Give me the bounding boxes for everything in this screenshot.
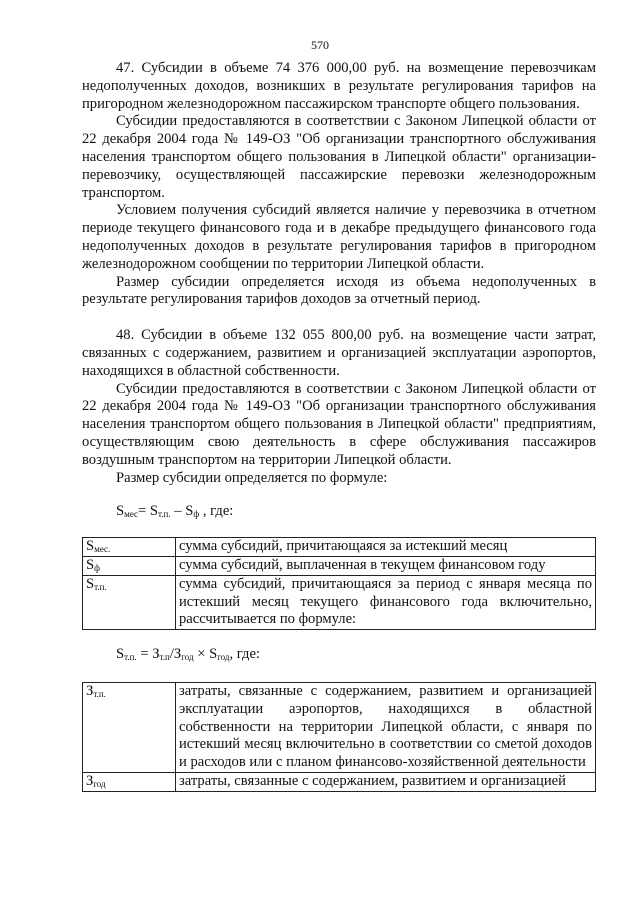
- page-number: 570: [311, 38, 329, 52]
- definition-cell: затраты, связанные с содержанием, развитием и организацией эксплуатации аэропортов, находящихся в областной собственности на территории Липецкой области, с января по истекший месяц включительно в соответствии со сметой доходов и расходов или с планом финансово-хозяйственной деятельности: [176, 682, 596, 772]
- section-47-legal-basis: Субсидии предоставляются в соответствии с Законом Липецкой области от 22 декабря 2004 года № 149-ОЗ "Об организации транспортного обслуживания населения транспортом общего пользования в Липецкой области" организации-перевозчику, осуществляющей пассажирские перевозки железнодорожным транспортом.: [82, 113, 596, 201]
- spacer: [82, 521, 596, 537]
- definition-cell: затраты, связанные с содержанием, развитием и организацией: [176, 772, 596, 791]
- definitions-table-1: [82, 537, 596, 630]
- symbol-cell: $З_{год}$: [83, 772, 176, 791]
- symbol-cell: $S_{мес.}$: [83, 538, 176, 557]
- symbol-cell: $З_{т.п.}$: [83, 682, 176, 772]
- table-row: [83, 556, 596, 575]
- formula-period-subsidy: $S_{т.п.} = З_{т.п}/З_{год} \times S_{год}$, где:: [116, 646, 261, 663]
- section-47-amount-rule: Размер субсидии определяется исходя из объема недополученных в результате регулирования тарифов доходов за отчетный период.: [82, 273, 596, 308]
- section-gap: [82, 309, 596, 327]
- symbol-cell: $S_ф$: [83, 556, 176, 575]
- section-47-condition: Условием получения субсидий является наличие у перевозчика в отчетном периоде текущего финансового года и в декабре предыдущего финансового года недополученных доходов в результате регулирования тарифов в пригородном железнодорожном сообщении по территории Липецкой области.: [82, 202, 596, 272]
- section-48-legal-basis: Субсидии предоставляются в соответствии с Законом Липецкой области от 22 декабря 2004 года № 149-ОЗ "Об организации транспортного обслуживания населения транспортом общего пользования в Липецкой области" предприятиям, осуществляющим свою деятельность в сфере обслуживания пассажиров воздушным транспортом на территории Липецкой области.: [82, 380, 596, 468]
- table-row: [83, 575, 596, 629]
- spacer: [82, 487, 596, 503]
- spacer: [82, 664, 596, 682]
- table-row: [83, 682, 596, 772]
- table-row: [83, 772, 596, 791]
- definition-cell: сумма субсидий, причитающаяся за истекший месяц: [176, 538, 596, 557]
- symbol-cell: $S_{т.п.}$: [83, 575, 176, 629]
- table-row: [83, 538, 596, 557]
- page-content: [82, 60, 596, 792]
- spacer: [82, 630, 596, 646]
- section-48-heading: 48. Субсидии в объеме 132 055 800,00 руб. на возмещение части затрат, связанных с содержанием, развитием и организацией эксплуатации аэропортов, находящихся в областной собственности.: [82, 327, 596, 379]
- definition-cell: сумма субсидий, причитающаяся за период с января месяца по истекший месяц текущего финансового года включительно, рассчитывается по формуле:: [176, 575, 596, 629]
- formula-monthly-subsidy: $S_{мес}= S_{т.п.} - S_ф$ , где:: [116, 503, 234, 520]
- section-48-formula-intro: Размер субсидии определяется по формуле:: [116, 469, 388, 486]
- definitions-table-2: [82, 682, 596, 792]
- definition-cell: сумма субсидий, выплаченная в текущем финансовом году: [176, 556, 596, 575]
- section-47-heading: 47. Субсидии в объеме 74 376 000,00 руб. на возмещение перевозчикам недополученных доходов, возникших в результате регулирования тарифов на пригородном железнодорожном пассажирском транспорте общего пользования.: [82, 60, 596, 112]
